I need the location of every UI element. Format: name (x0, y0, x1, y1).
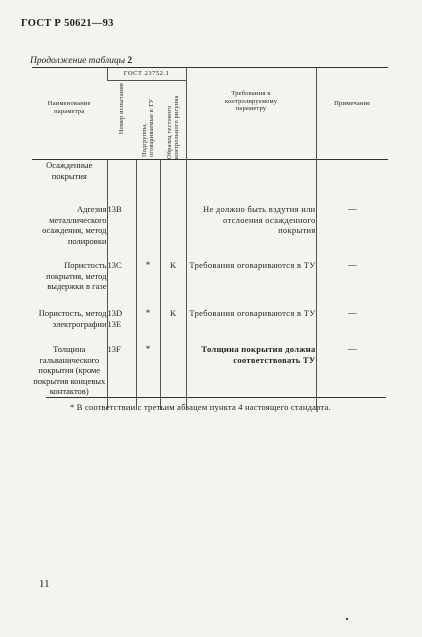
table-continuation-caption (30, 56, 132, 66)
table-header-row (32, 68, 388, 82)
header-requirements: Требования к контролируемому параметру (186, 68, 316, 160)
header-subgroups: Подгруппы, оговариваемые в ТУ (141, 98, 155, 157)
spec-table (32, 67, 388, 410)
table-row: Пористость, метод электрографии 13D 13E * K Требования оговариваются в ТУ — (32, 308, 388, 344)
table-row: Пористость покрытия, метод выдержки в газе 13C * K Требования оговариваются в ТУ — (32, 260, 388, 308)
header-param: Наименование параметра (32, 68, 107, 160)
header-sample: Образец тестового контрольного рисунка (160, 81, 186, 160)
header-test-no: Номер испытания (118, 83, 125, 135)
continuation-text: Продолжение таблицы (30, 56, 126, 66)
table-number: 2 (127, 56, 133, 66)
footnote: * В соответствии с третьим абзацем пункта 4 настоящего стандарта. (70, 402, 331, 412)
header-gost-group: ГОСТ 23752.1 (107, 68, 186, 82)
document-header: ГОСТ Р 50621—93 (21, 18, 114, 29)
page-number: 11 (39, 578, 50, 590)
scan-speck (346, 618, 348, 620)
table-row: Толщина гальванического покрытия (кроме покрытия концевых контактов) 13F * Толщина покрытия должна соответствовать ТУ — (32, 344, 388, 410)
footnote-rule (46, 397, 386, 398)
table-row: Адгезия металлического осаждения, метод полировки 13B Не должно быть вздутия или отслоения осажденного покрытия — (32, 204, 388, 260)
section-title: Осажденные покрытия (32, 160, 107, 205)
section-row (32, 160, 388, 205)
header-note: Примечание (316, 68, 388, 160)
